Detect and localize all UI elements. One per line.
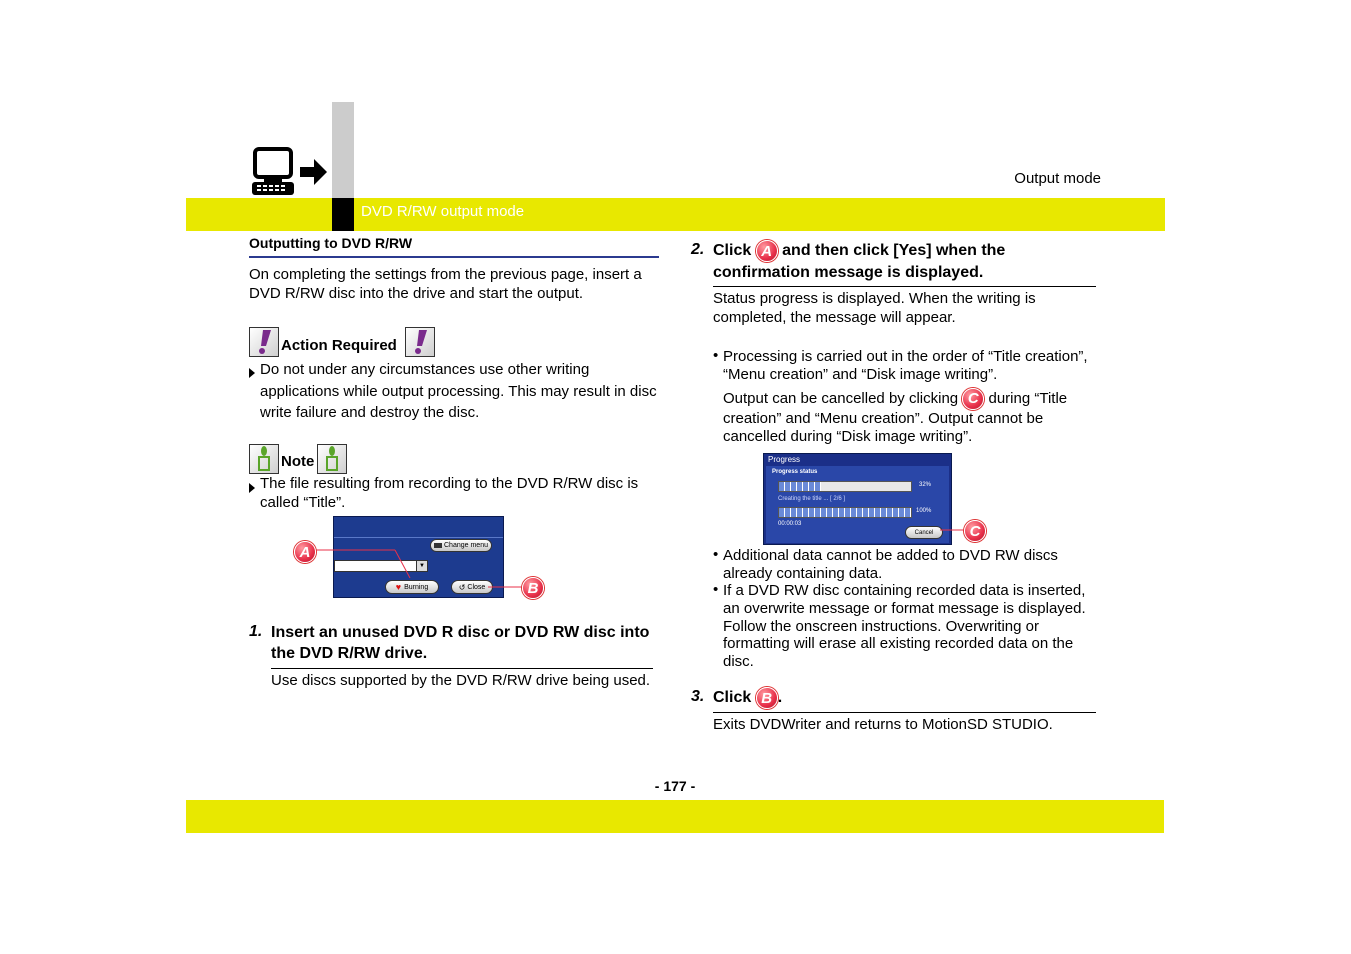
action-required-label: Action Required [281, 337, 397, 354]
note-label: Note [281, 453, 315, 470]
step2-title-end: and then click [Yes] when the confirmation message is displayed. [713, 242, 1006, 281]
marker-a: A [756, 240, 778, 262]
step-number: 3. [691, 688, 705, 705]
cancel-note-start: Output can be cancelled by clicking [723, 389, 959, 407]
exclamation-icon [405, 327, 435, 357]
dialog-title: Progress [768, 455, 801, 464]
footer-band [186, 800, 1164, 833]
marker-c: C [964, 520, 986, 542]
status-label: Progress status [772, 469, 818, 475]
step2-cancel-note [723, 388, 1103, 446]
action-text: Do not under any circumstances use other writing applications while output processing. This may result in disc write failure and destroy the disc. [260, 361, 657, 421]
progress-bar-2-fill [779, 508, 911, 517]
cancel-note-end: during “Title creation” and “Menu creation”. Output cannot be cancelled during “Disk image writing”. [723, 389, 1068, 445]
marker-b: B [522, 577, 544, 599]
step3-title [713, 687, 913, 709]
cancel-button[interactable]: Cancel [905, 526, 943, 539]
page-number: - 177 - [654, 778, 696, 794]
step1-title: Insert an unused DVD R disc or DVD RW disc into the DVD R/RW drive. [271, 624, 650, 662]
step3-body: Exits DVDWriter and returns to MotionSD STUDIO. [713, 716, 1053, 733]
elapsed-time: 00:00:03 [778, 521, 802, 527]
step3-rule [713, 712, 1096, 713]
panel-divider [334, 537, 503, 538]
step1-body: Use discs supported by the DVD R/RW drive being used. [271, 672, 651, 689]
step3-title-end: . [777, 689, 783, 707]
step1-rule [271, 668, 653, 669]
chevron-down-icon: ▼ [416, 561, 427, 571]
bullet-dot: • [713, 347, 719, 364]
step2-body: Status progress is displayed. When the writing is completed, the message will appear. [713, 290, 1036, 326]
step2-title [713, 240, 1103, 283]
step-number: 2. [691, 241, 705, 258]
task-label: Creating the title ... [ 2/6 ] [778, 496, 846, 502]
bar1-percent: 32% [919, 482, 932, 488]
bullet-dot: • [713, 581, 719, 598]
marker-c: C [962, 388, 984, 410]
burning-label: Burning [404, 583, 429, 591]
exclamation-icon [249, 327, 279, 357]
intro-text: On completing the settings from the previous page, insert a DVD R/RW disc into the drive and start the output. [249, 266, 642, 302]
progress-dialog [763, 453, 952, 545]
progress-bar-1-fill [779, 482, 821, 491]
candle-icon [317, 444, 347, 474]
step-number: 1. [249, 623, 263, 640]
change-menu-label: Change menu [444, 542, 488, 549]
close-label: Close [467, 583, 486, 591]
header-black-tab [332, 198, 354, 231]
step2-bullet1: Processing is carried out in the order of “Title creation”, “Menu creation” and “Disk image writing”. [723, 348, 1088, 383]
candle-icon [249, 444, 279, 474]
computer-output-icon [250, 146, 330, 198]
back-arrow-icon: ↺ [458, 582, 466, 592]
heart-icon: ♥ [395, 582, 402, 592]
subheading: DVD R/RW output mode [361, 203, 525, 220]
triangle-bullet-icon [249, 479, 260, 497]
header-gray-tab [332, 102, 354, 198]
note-text: The file resulting from recording to the DVD R/RW disc is called “Title”. [260, 475, 639, 511]
marker-b: B [756, 687, 778, 709]
step2-rule [713, 286, 1096, 287]
step2-bullet2: Additional data cannot be added to DVD RW discs already containing data. [723, 547, 1058, 582]
marker-a: A [294, 541, 316, 563]
step3-title-start: Click [713, 689, 752, 707]
progress-bar-2 [778, 507, 912, 518]
progress-bar-1 [778, 481, 912, 492]
bullet-dot: • [713, 546, 719, 563]
step2-bullet3: If a DVD RW disc containing recorded data is inserted, an overwrite message or format message is displayed. Follow the onscreen instructions. Overwriting or formatting will erase all existing recorded data on the disc. [723, 582, 1086, 671]
section-title: Output mode [1014, 170, 1101, 187]
left-heading: Outputting to DVD R/RW [249, 235, 413, 251]
step2-title-start: Click [713, 242, 752, 260]
bar2-percent: 100% [916, 508, 932, 514]
triangle-bullet-icon [249, 364, 260, 382]
callout-lines [300, 540, 540, 600]
heading-underline [249, 256, 659, 258]
